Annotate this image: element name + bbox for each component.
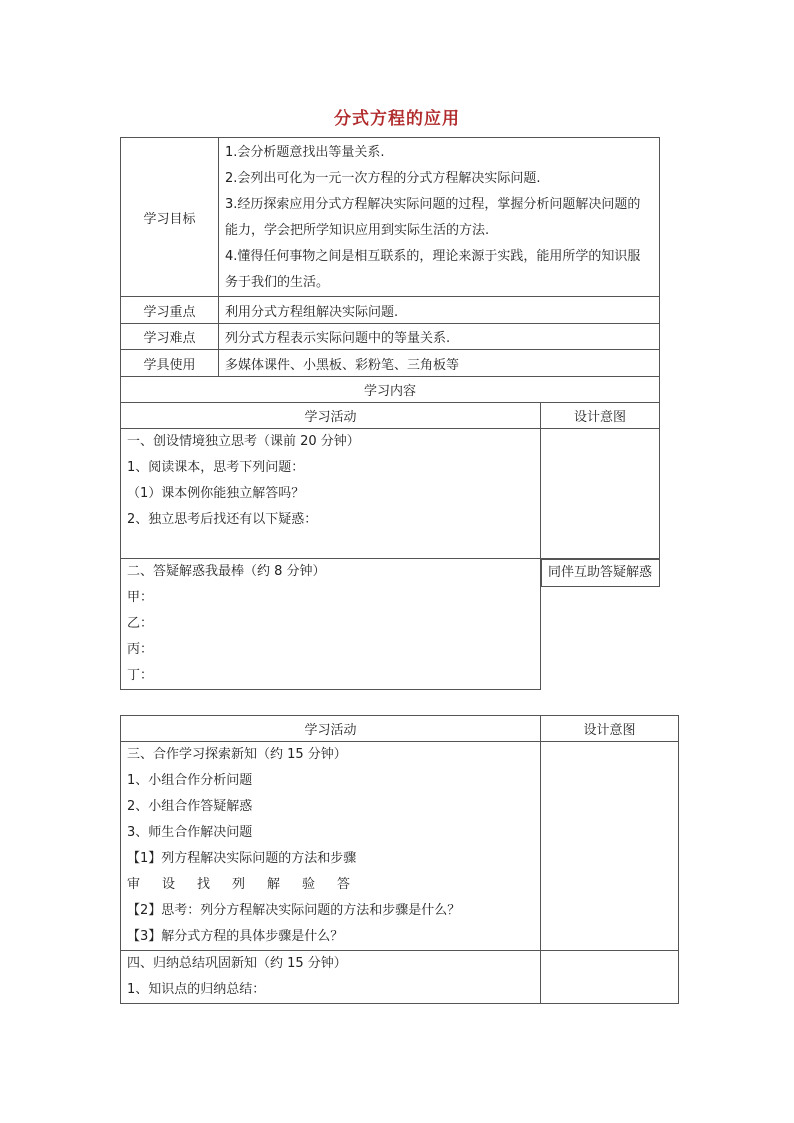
step-review: 审 — [127, 877, 141, 892]
solution-steps — [127, 872, 534, 898]
section-1-line: 1、阅读课本，思考下列问题： — [127, 460, 305, 475]
lesson-plan-table — [120, 137, 660, 690]
section-3-line: 【2】思考：列分方程解决实际问题的方法和步骤是什么？ — [127, 903, 461, 918]
step-check: 验 — [302, 877, 316, 892]
section-2-line: 丁： — [127, 668, 154, 683]
activity-table-continued — [120, 715, 679, 1004]
section-4-line: 四、归纳总结巩固新知（约 15 分钟） — [127, 956, 347, 971]
goal-4: 4.懂得任何事物之间是相互联系的，理论来源于实践，能用所学的知识服务于我们的生活。 — [225, 249, 641, 290]
section-4 — [121, 951, 541, 1004]
tools-label: 学具使用 — [121, 350, 219, 377]
step-list: 列 — [232, 877, 246, 892]
focus-label: 学习重点 — [121, 297, 219, 324]
difficulty-label: 学习难点 — [121, 324, 219, 350]
goal-3: 3.经历探索应用分式方程解决实际问题的过程，掌握分析问题解决问题的能力，学会把所学知识应用到实际生活的方法. — [225, 197, 641, 238]
content-header: 学习内容 — [121, 377, 660, 403]
section-2-line: 二、答疑解惑我最棒（约 8 分钟） — [127, 564, 326, 579]
section-1-line: 一、创设情境独立思考（课前 20 分钟） — [127, 434, 360, 449]
design-header-2: 设计意图 — [541, 716, 679, 742]
section-2-line: 乙： — [127, 616, 154, 631]
section-2-design: 同伴互助答疑解惑 — [541, 559, 660, 587]
focus-value: 利用分式方程组解决实际问题. — [219, 297, 660, 324]
document-title: 分式方程的应用 — [334, 109, 460, 129]
section-3-line: 2、小组合作答疑解惑 — [127, 799, 253, 814]
difficulty-value: 列分式方程表示实际问题中的等量关系. — [219, 324, 660, 350]
section-3-line: 三、合作学习探索新知（约 15 分钟） — [127, 747, 347, 762]
section-2-line: 甲： — [127, 590, 154, 605]
step-answer: 答 — [337, 877, 351, 892]
goals-label: 学习目标 — [121, 138, 219, 297]
step-find: 找 — [197, 877, 211, 892]
section-1-design — [541, 429, 660, 559]
activity-header: 学习活动 — [121, 403, 541, 429]
section-2 — [121, 559, 541, 690]
step-solve: 解 — [267, 877, 281, 892]
tools-value: 多媒体课件、小黑板、彩粉笔、三角板等 — [219, 350, 660, 377]
step-set: 设 — [162, 877, 176, 892]
section-3 — [121, 742, 541, 951]
section-2-line: 丙： — [127, 642, 154, 657]
activity-header-2: 学习活动 — [121, 716, 541, 742]
section-3-line: 【1】列方程解决实际问题的方法和步骤 — [127, 851, 357, 866]
section-3-design — [541, 742, 679, 951]
section-1 — [121, 429, 541, 559]
section-3-line: 【3】解分式方程的具体步骤是什么？ — [127, 929, 344, 944]
section-3-line: 3、师生合作解决问题 — [127, 825, 253, 840]
goals-content — [219, 138, 660, 297]
section-1-line: （1）课本例你能独立解答吗？ — [127, 486, 305, 501]
design-header: 设计意图 — [541, 403, 660, 429]
goal-2: 2.会列出可化为一元一次方程的分式方程解决实际问题. — [225, 171, 541, 186]
goal-1: 1.会分析题意找出等量关系. — [225, 145, 385, 160]
section-3-line: 1、小组合作分析问题 — [127, 773, 253, 788]
section-4-design — [541, 951, 679, 1004]
section-1-line: 2、独立思考后找还有以下疑惑： — [127, 512, 318, 527]
section-4-line: 1、知识点的归纳总结： — [127, 982, 266, 997]
